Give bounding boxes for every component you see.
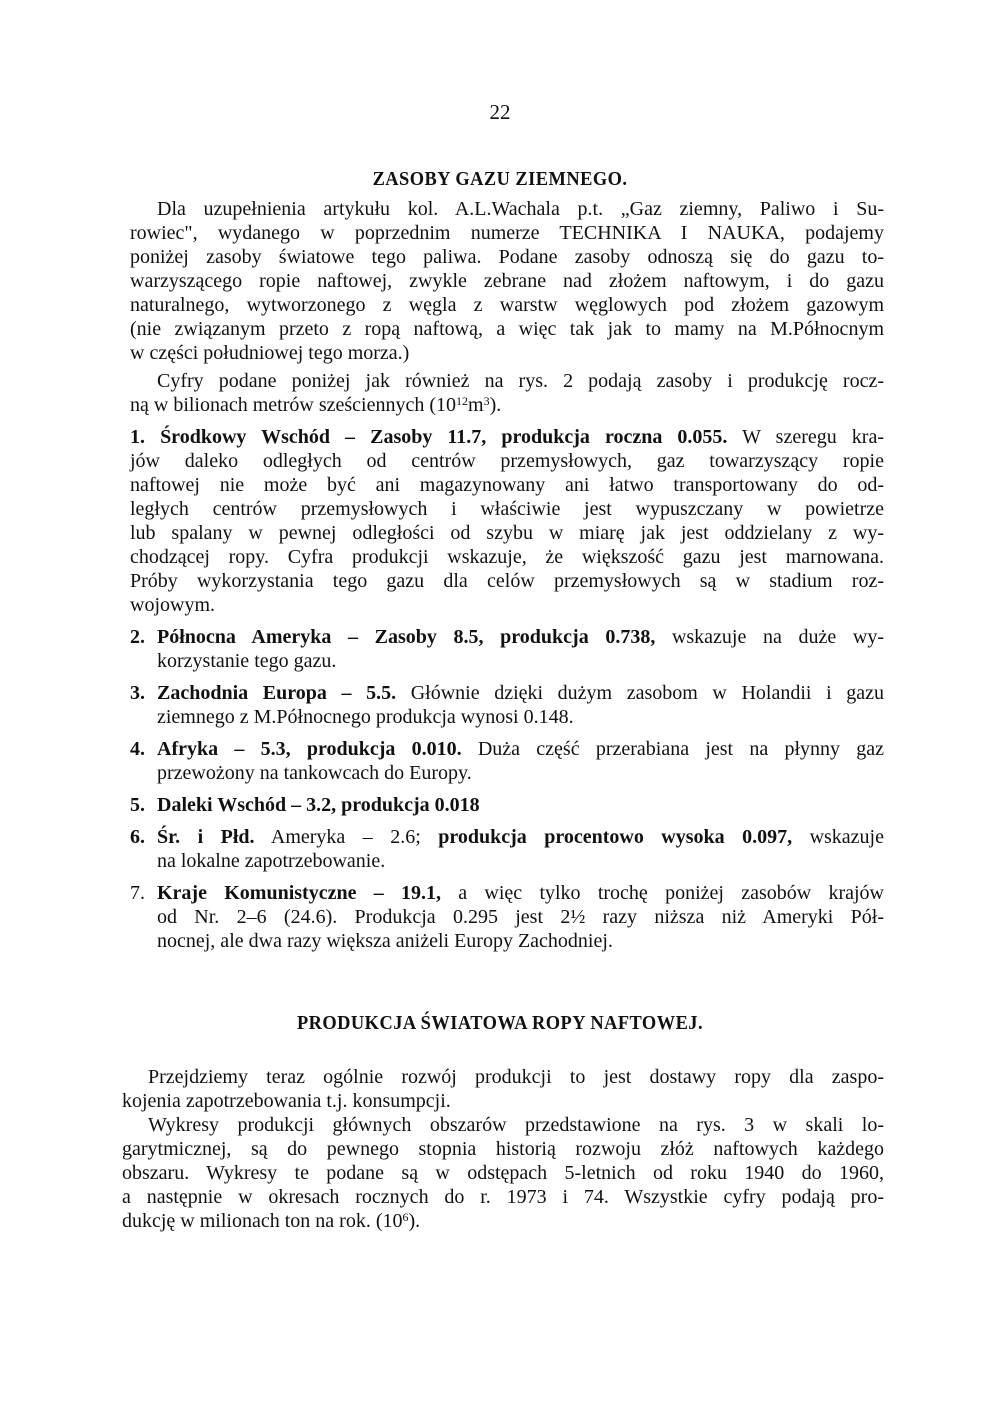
section-heading-gas-reserves: ZASOBY GAZU ZIEMNEGO. bbox=[372, 168, 628, 190]
text-line: jów daleko odległych od centrów przemysłowych, gaz towarzyszący ropie bbox=[130, 450, 884, 472]
text-line: Dla uzupełnienia artykułu kol. A.L.Wachala p.t. „Gaz ziemny, Paliwo i Su- bbox=[157, 198, 884, 220]
text-line: przewożony na tankowcach do Europy. bbox=[157, 762, 472, 784]
text-line: w części południowej tego morza.) bbox=[130, 342, 410, 364]
text-line: Śr. i Płd. Ameryka – 2.6; produkcja procentowo wysoka 0.097, wskazuje bbox=[157, 826, 884, 848]
text-line: ległych centrów przemysłowych i właściwie jest wypuszczany w powietrze bbox=[130, 498, 884, 520]
list-number: 6. bbox=[130, 826, 145, 848]
text-line: 1. Środkowy Wschód – Zasoby 11.7, produkcja roczna 0.055. W szeregu kra- bbox=[130, 426, 884, 448]
text-line: Kraje Komunistyczne – 19.1, a więc tylko trochę poniżej zasobów krajów bbox=[157, 882, 884, 904]
text-line: a następnie w okresach rocznych do r. 1973 i 74. Wszystkie cyfry podają pro- bbox=[122, 1186, 884, 1208]
text-line: Daleki Wschód – 3.2, produkcja 0.018 bbox=[157, 794, 480, 816]
text-line: naftowej nie może być ani magazynowany ani łatwo transportowany do od- bbox=[130, 474, 884, 496]
list-number: 5. bbox=[130, 794, 145, 816]
text-line: ną w bilionach metrów sześciennych $(10^{12}m^3)$. bbox=[130, 394, 502, 416]
text-line: chodzącej ropy. Cyfra produkcji wskazuje, że większość gazu jest marnowana. bbox=[130, 546, 884, 568]
text-line: od Nr. 2–6 (24.6). Produkcja 0.295 jest 2½ razy niższa niż Ameryki Pół- bbox=[157, 906, 884, 928]
text-line: korzystanie tego gazu. bbox=[157, 650, 337, 672]
list-number: 4. bbox=[130, 738, 145, 760]
text-line: Północna Ameryka – Zasoby 8.5, produkcja 0.738, wskazuje na duże wy- bbox=[157, 626, 884, 648]
text-line: Próby wykorzystania tego gazu dla celów przemysłowych są w stadium roz- bbox=[130, 570, 884, 592]
text-line: garytmicznej, są do pewnego stopnia historią rozwoju złóż naftowych każdego bbox=[122, 1138, 884, 1160]
text-line: dukcję w milionach ton na rok. $(10^6)$. bbox=[122, 1210, 421, 1232]
text-line: ziemnego z M.Północnego produkcja wynosi 0.148. bbox=[157, 706, 574, 728]
text-line: rowiec", wydanego w poprzednim numerze TECHNIKA I NAUKA, podajemy bbox=[130, 222, 884, 244]
text-line: lub spalany w pewnej odległości od szybu w miarę jak jest oddzielany z wy- bbox=[130, 522, 884, 544]
text-line: warzyszącego ropie naftowej, zwykle zebrane nad złożem naftowym, i do gazu bbox=[130, 270, 884, 292]
list-number: 2. bbox=[130, 626, 145, 648]
text-line: kojenia zapotrzebowania t.j. konsumpcji. bbox=[122, 1090, 451, 1112]
text-line: (nie związanym przeto z ropą naftową, a więc tak jak to mamy na M.Północnym bbox=[130, 318, 884, 340]
list-number: 7. bbox=[130, 882, 145, 904]
list-number: 3. bbox=[130, 682, 145, 704]
text-line: Zachodnia Europa – 5.5. Głównie dzięki dużym zasobom w Holandii i gazu bbox=[157, 682, 885, 704]
text-line: wojowym. bbox=[130, 594, 215, 616]
text-line: naturalnego, wytworzonego z węgla z warstw węglowych pod złożem gazowym bbox=[130, 294, 884, 316]
text-line: na lokalne zapotrzebowanie. bbox=[157, 850, 386, 872]
text-line: poniżej zasoby światowe tego paliwa. Podane zasoby odnoszą się do gazu to- bbox=[130, 246, 884, 268]
section-heading-oil-production: PRODUKCJA ŚWIATOWA ROPY NAFTOWEJ. bbox=[296, 1012, 704, 1034]
text-line: Cyfry podane poniżej jak również na rys. 2 podają zasoby i produkcję rocz- bbox=[157, 370, 884, 392]
text-line: Afryka – 5.3, produkcja 0.010. Duża część przerabiana jest na płynny gaz bbox=[157, 738, 884, 760]
text-line: nocnej, ale dwa razy większa aniżeli Europy Zachodniej. bbox=[157, 930, 613, 952]
page-number: 22 bbox=[489, 100, 511, 124]
text-line: Wykresy produkcji głównych obszarów przedstawione na rys. 3 w skali lo- bbox=[148, 1114, 884, 1136]
text-line: Przejdziemy teraz ogólnie rozwój produkcji to jest dostawy ropy dla zaspo- bbox=[148, 1066, 884, 1088]
text-line: obszaru. Wykresy te podane są w odstępach 5-letnich od roku 1940 do 1960, bbox=[122, 1162, 884, 1184]
